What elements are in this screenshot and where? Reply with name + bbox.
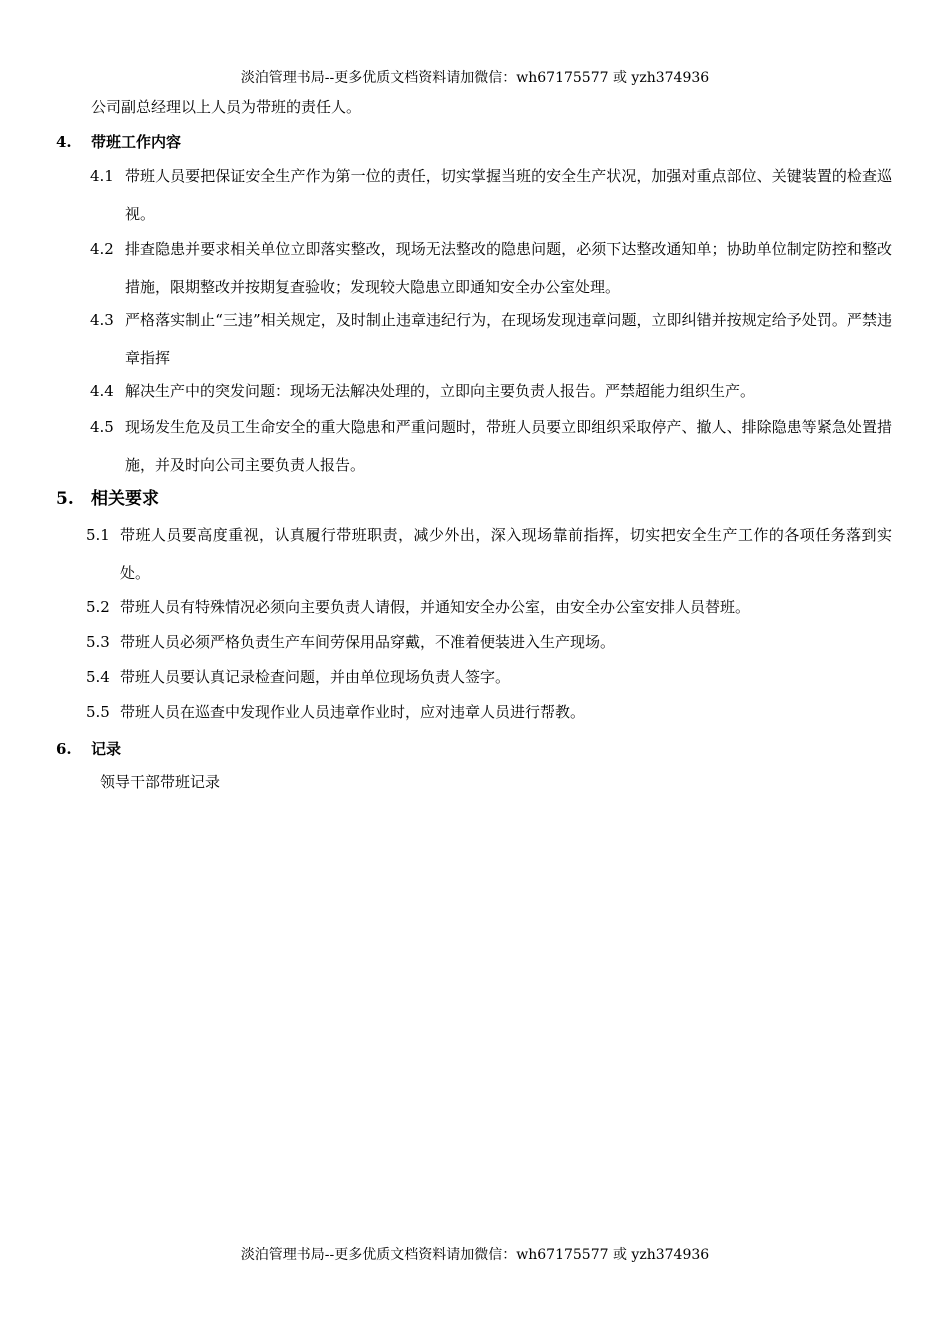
section-5-item-2 [86, 588, 892, 626]
item-text: 带班人员在巡查中发现作业人员违章作业时，应对违章人员进行帮教。 [120, 703, 586, 721]
section-6-title: 记录 [91, 740, 122, 758]
record-content: 领导干部带班记录 [100, 773, 221, 791]
item-text: 现场发生危及员工生命安全的重大隐患和严重问题时，带班人员要立即组织采取停产、撤人、排除隐患等紧急处置措施，并及时向公司主要负责人报告。 [125, 418, 892, 474]
section-4-heading [56, 132, 896, 152]
item-text: 带班人员要高度重视，认真履行带班职责，减少外出，深入现场靠前指挥，切实把安全生产工作的各项任务落到实处。 [120, 526, 892, 582]
section-4-item-4 [90, 372, 892, 410]
page-header: 淡泊管理书局--更多优质文档资料请加微信：wh67175577 或 yzh374936 [240, 70, 710, 86]
item-number: 4.5 [90, 418, 114, 436]
section-5-item-4 [86, 658, 892, 696]
intro-paragraph: 公司副总经理以上人员为带班的责任人。 [91, 98, 362, 116]
item-text: 带班人员要把保证安全生产作为第一位的责任，切实掌握当班的安全生产状况，加强对重点部位、关键装置的检查巡视。 [125, 167, 892, 223]
section-5-item-1 [86, 516, 892, 592]
item-text: 带班人员必须严格负责生产车间劳保用品穿戴，不准着便装进入生产现场。 [120, 633, 616, 651]
item-number: 4.3 [90, 311, 114, 329]
section-5-heading [56, 488, 896, 510]
item-number: 4.1 [90, 167, 114, 185]
item-number: 5.1 [86, 526, 110, 544]
page-footer: 淡泊管理书局--更多优质文档资料请加微信：wh67175577 或 yzh374936 [240, 1247, 710, 1263]
section-5-number: 5. [56, 489, 74, 509]
section-4-item-1 [90, 157, 892, 233]
item-text: 解决生产中的突发问题：现场无法解决处理的，立即向主要负责人报告。严禁超能力组织生产。 [125, 382, 756, 400]
section-4-item-2 [90, 230, 892, 306]
section-4-item-3 [90, 301, 892, 377]
section-6-heading [56, 739, 896, 759]
item-number: 5.2 [86, 598, 110, 616]
item-text: 带班人员要认真记录检查问题，并由单位现场负责人签字。 [120, 668, 511, 686]
section-4-item-5 [90, 408, 892, 484]
item-number: 5.4 [86, 668, 110, 686]
section-5-item-5 [86, 693, 892, 731]
item-number: 5.5 [86, 703, 110, 721]
item-number: 4.2 [90, 240, 114, 258]
section-6-number: 6. [56, 740, 72, 758]
item-number: 5.3 [86, 633, 110, 651]
section-5-title: 相关要求 [91, 489, 159, 509]
item-text: 严格落实制止“三违”相关规定，及时制止违章违纪行为，在现场发现违章问题，立即纠错并按规定给予处罚。严禁违章指挥 [125, 311, 892, 367]
item-text: 排查隐患并要求相关单位立即落实整改，现场无法整改的隐患问题，必须下达整改通知单；协助单位制定防控和整改措施，限期整改并按期复查验收；发现较大隐患立即通知安全办公室处理。 [125, 240, 892, 296]
section-5-item-3 [86, 623, 892, 661]
item-text: 带班人员有特殊情况必须向主要负责人请假，并通知安全办公室，由安全办公室安排人员替班。 [120, 598, 751, 616]
item-number: 4.4 [90, 382, 114, 400]
section-4-title: 带班工作内容 [91, 133, 182, 151]
section-4-number: 4. [56, 133, 72, 151]
